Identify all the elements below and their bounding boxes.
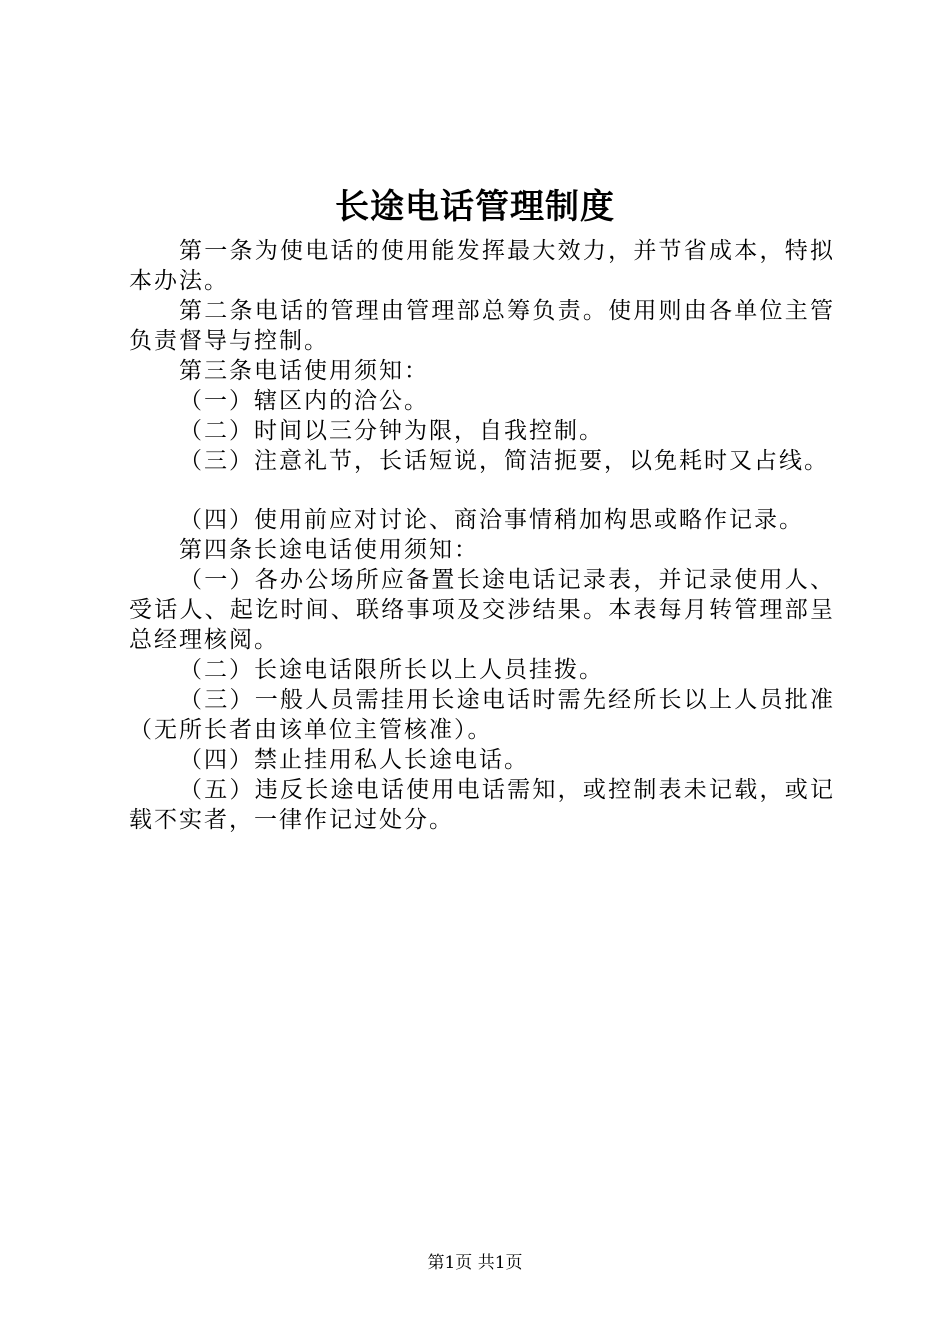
list-item: （三）一般人员需挂用长途电话时需先经所长以上人员批准（无所长者由该单位主管核准）。 [129, 687, 835, 743]
document-title: 长途电话管理制度 [335, 187, 615, 227]
list-item: （四）禁止挂用私人长途电话。 [179, 747, 529, 773]
blank-line [129, 476, 835, 505]
paragraph-article-1: 第一条为使电话的使用能发挥最大效力，并节省成本，特拟本办法。 [129, 238, 835, 294]
list-item: （五）违反长途电话使用电话需知，或控制表未记载，或记载不实者，一律作记过处分。 [129, 777, 835, 833]
page-footer: 第1页 共1页 [427, 1253, 523, 1273]
list-item: （一）辖区内的洽公。 [179, 388, 429, 414]
list-item: （一）各办公场所应备置长途电话记录表，并记录使用人、受话人、起讫时间、联络事项及交涉结果。本表每月转管理部呈总经理核阅。 [129, 567, 835, 653]
list-item: （四）使用前应对讨论、商洽事情稍加构思或略作记录。 [179, 507, 804, 533]
document-body [129, 236, 835, 835]
paragraph-article-2: 第二条电话的管理由管理部总筹负责。使用则由各单位主管负责督导与控制。 [129, 298, 835, 354]
list-item: （三）注意礼节，长话短说，简洁扼要，以免耗时又占线。 [179, 448, 829, 474]
list-item: （二）长途电话限所长以上人员挂拨。 [179, 657, 604, 683]
list-item: （二）时间以三分钟为限，自我控制。 [179, 418, 604, 444]
paragraph-article-4: 第四条长途电话使用须知： [179, 537, 479, 563]
paragraph-article-3: 第三条电话使用须知： [179, 358, 429, 384]
